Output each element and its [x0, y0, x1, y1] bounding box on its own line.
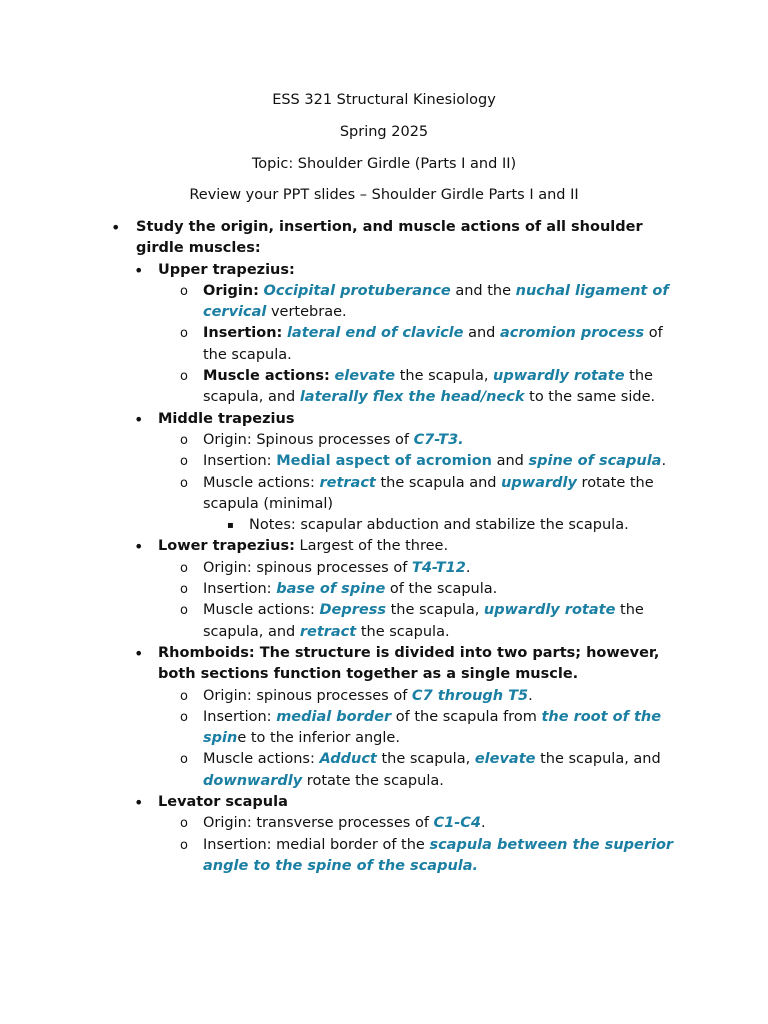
- plain-text: Origin: transverse processes of: [203, 815, 434, 832]
- highlight-term: laterally flex the head/neck: [299, 389, 525, 406]
- list-item-study: [0, 217, 768, 260]
- square-bullet-icon: ▪: [227, 520, 234, 532]
- muscle-title: Middle trapezius: [158, 410, 295, 427]
- plain-text: Largest of the three.: [294, 538, 449, 555]
- list-item-insertion: [0, 451, 768, 472]
- list-item-insertion: [0, 835, 768, 878]
- muscle-rhomboids: [0, 643, 768, 686]
- highlight-term: upwardly rotate: [483, 602, 616, 619]
- highlight-term: retract: [299, 623, 357, 640]
- insertion-text: [203, 323, 681, 366]
- term-label: Spring 2025: [339, 124, 429, 140]
- highlight-term: C1-C4: [433, 815, 482, 832]
- muscle-levator-scapula: [0, 792, 768, 813]
- plain-text: the scapula,: [376, 751, 475, 768]
- circle-bullet-icon: o: [180, 326, 188, 342]
- study-outline: [0, 217, 768, 877]
- muscle-title: Lower trapezius:: [158, 538, 295, 555]
- review-instruction: Review your PPT slides – Shoulder Girdle Parts I and II: [189, 187, 579, 203]
- insertion-text: [203, 707, 681, 750]
- muscle-middle-trapezius: [0, 409, 768, 430]
- plain-text: and: [463, 325, 500, 342]
- highlight-term: C7 through T5: [411, 687, 529, 704]
- plain-text: Muscle actions:: [203, 602, 320, 619]
- insertion-text: [203, 451, 681, 472]
- circle-bullet-icon: o: [180, 454, 188, 470]
- muscle-title-line: [158, 536, 686, 557]
- highlight-term: nuchal ligament of cervical: [203, 282, 669, 321]
- highlight-term: base of spine: [276, 581, 386, 598]
- circle-bullet-icon: o: [180, 369, 188, 385]
- bullet-icon: •: [134, 260, 144, 280]
- insertion-label: Insertion:: [203, 325, 283, 342]
- origin-text: [203, 430, 681, 451]
- highlight-term: retract: [319, 474, 376, 491]
- muscle-title: Upper trapezius:: [158, 261, 295, 278]
- notes-text: Notes: scapular abduction and stabilize the scapula.: [249, 517, 629, 534]
- plain-text: rotate the scapula (minimal): [203, 474, 654, 512]
- origin-text: [203, 813, 681, 834]
- list-item-notes: [0, 515, 768, 536]
- highlight-term: elevate: [334, 368, 396, 385]
- plain-text: the scapula, and: [535, 751, 661, 768]
- insertion-text: [203, 835, 681, 878]
- circle-bullet-icon: o: [180, 709, 188, 725]
- highlight-term: acromion process: [500, 325, 645, 342]
- highlight-term: medial border: [276, 708, 392, 725]
- plain-text: Muscle actions:: [203, 474, 320, 491]
- muscle-lower-trapezius: [0, 536, 768, 557]
- circle-bullet-icon: o: [180, 283, 188, 299]
- circle-bullet-icon: o: [180, 688, 188, 704]
- origin-text: [203, 686, 681, 707]
- plain-text: and: [491, 453, 529, 470]
- muscle-title: Levator scapula: [158, 794, 288, 811]
- topic-label: Topic: Shoulder Girdle (Parts I and II): [251, 156, 517, 172]
- plain-text: to the same side.: [524, 389, 656, 406]
- highlight-term: elevate: [474, 751, 536, 768]
- highlight-term: upwardly: [501, 474, 577, 491]
- plain-text: of the scapula.: [203, 325, 663, 363]
- highlight-term: upwardly rotate: [493, 368, 625, 385]
- plain-text: Muscle actions:: [203, 751, 320, 768]
- circle-bullet-icon: o: [180, 560, 188, 576]
- course-title: ESS 321 Structural Kinesiology: [272, 92, 496, 108]
- bullet-icon: •: [111, 218, 121, 237]
- actions-text: [203, 749, 681, 792]
- plain-text: rotate the scapula.: [302, 772, 444, 789]
- highlight-term: Medial aspect of acromion: [276, 453, 492, 470]
- plain-text: Origin: spinous processes of: [203, 687, 412, 704]
- circle-bullet-icon: o: [180, 582, 188, 598]
- plain-text: .: [465, 559, 471, 576]
- list-item-origin: [0, 813, 768, 834]
- origin-text: [203, 558, 681, 579]
- list-item-origin: [0, 281, 768, 324]
- highlight-term: C7-T3.: [413, 431, 464, 448]
- plain-text: vertebrae.: [266, 304, 347, 321]
- list-item-actions: [0, 366, 768, 409]
- highlight-term: the root of the spin: [203, 708, 662, 747]
- plain-text: .: [661, 453, 667, 470]
- list-item-actions: [0, 749, 768, 792]
- plain-text: .: [528, 687, 533, 704]
- list-item-insertion: [0, 579, 768, 600]
- plain-text: and the: [450, 282, 516, 299]
- plain-text: Insertion:: [203, 453, 277, 470]
- list-item-origin: [0, 558, 768, 579]
- insertion-text: [203, 579, 681, 600]
- plain-text: Insertion:: [203, 708, 277, 725]
- bullet-icon: •: [134, 793, 144, 813]
- plain-text: the scapula, and: [203, 368, 653, 406]
- plain-text: of the scapula.: [385, 581, 498, 598]
- circle-bullet-icon: o: [180, 837, 188, 853]
- plain-text: the scapula and: [375, 474, 502, 491]
- plain-text: of the scapula from: [391, 708, 542, 725]
- plain-text: the scapula,: [395, 368, 494, 385]
- list-item-actions: [0, 473, 768, 516]
- actions-text: [203, 473, 681, 516]
- highlight-term: T4-T12: [411, 559, 466, 576]
- plain-text: the scapula.: [356, 623, 450, 640]
- list-item-insertion: [0, 707, 768, 750]
- highlight-term: lateral end of clavicle: [286, 325, 464, 342]
- bullet-icon: •: [134, 537, 144, 557]
- actions-text: [203, 366, 681, 409]
- circle-bullet-icon: o: [180, 475, 188, 491]
- plain-text: .: [481, 815, 486, 832]
- study-instruction: Study the origin, insertion, and muscle actions of all shoulder girdle muscles:: [136, 219, 643, 257]
- origin-label: Origin:: [203, 282, 259, 299]
- highlight-term: scapula between the superior angle to the spine of the scapula.: [203, 836, 674, 874]
- circle-bullet-icon: o: [180, 752, 188, 768]
- highlight-term: Occipital protuberance: [263, 282, 451, 299]
- plain-text: the scapula, and: [203, 602, 644, 640]
- plain-text: the scapula,: [385, 602, 484, 619]
- actions-label: Muscle actions:: [203, 368, 330, 385]
- circle-bullet-icon: o: [180, 816, 188, 832]
- bullet-icon: •: [134, 409, 144, 429]
- plain-text: Origin: Spinous processes of: [203, 431, 414, 448]
- highlight-term: Depress: [319, 602, 386, 619]
- highlight-term: spine of scapula: [528, 453, 662, 470]
- highlight-term: Adduct: [319, 751, 377, 768]
- highlight-term: downwardly: [203, 772, 303, 789]
- origin-text: [203, 281, 681, 324]
- muscle-title: Rhomboids: The structure is divided into two parts; however, both sections function together as a single muscle.: [158, 644, 660, 683]
- plain-text: Insertion:: [203, 581, 277, 598]
- actions-text: [203, 600, 681, 643]
- circle-bullet-icon: o: [180, 603, 188, 619]
- list-item-origin: [0, 686, 768, 707]
- list-item-actions: [0, 600, 768, 643]
- plain-text: Insertion: medial border of the: [203, 836, 430, 853]
- plain-text: Origin: spinous processes of: [203, 559, 412, 576]
- list-item-insertion: [0, 323, 768, 366]
- circle-bullet-icon: o: [180, 432, 188, 448]
- bullet-icon: •: [134, 643, 144, 663]
- list-item-origin: [0, 430, 768, 451]
- plain-text: e to the inferior angle.: [237, 730, 400, 747]
- muscle-upper-trapezius: [0, 260, 768, 281]
